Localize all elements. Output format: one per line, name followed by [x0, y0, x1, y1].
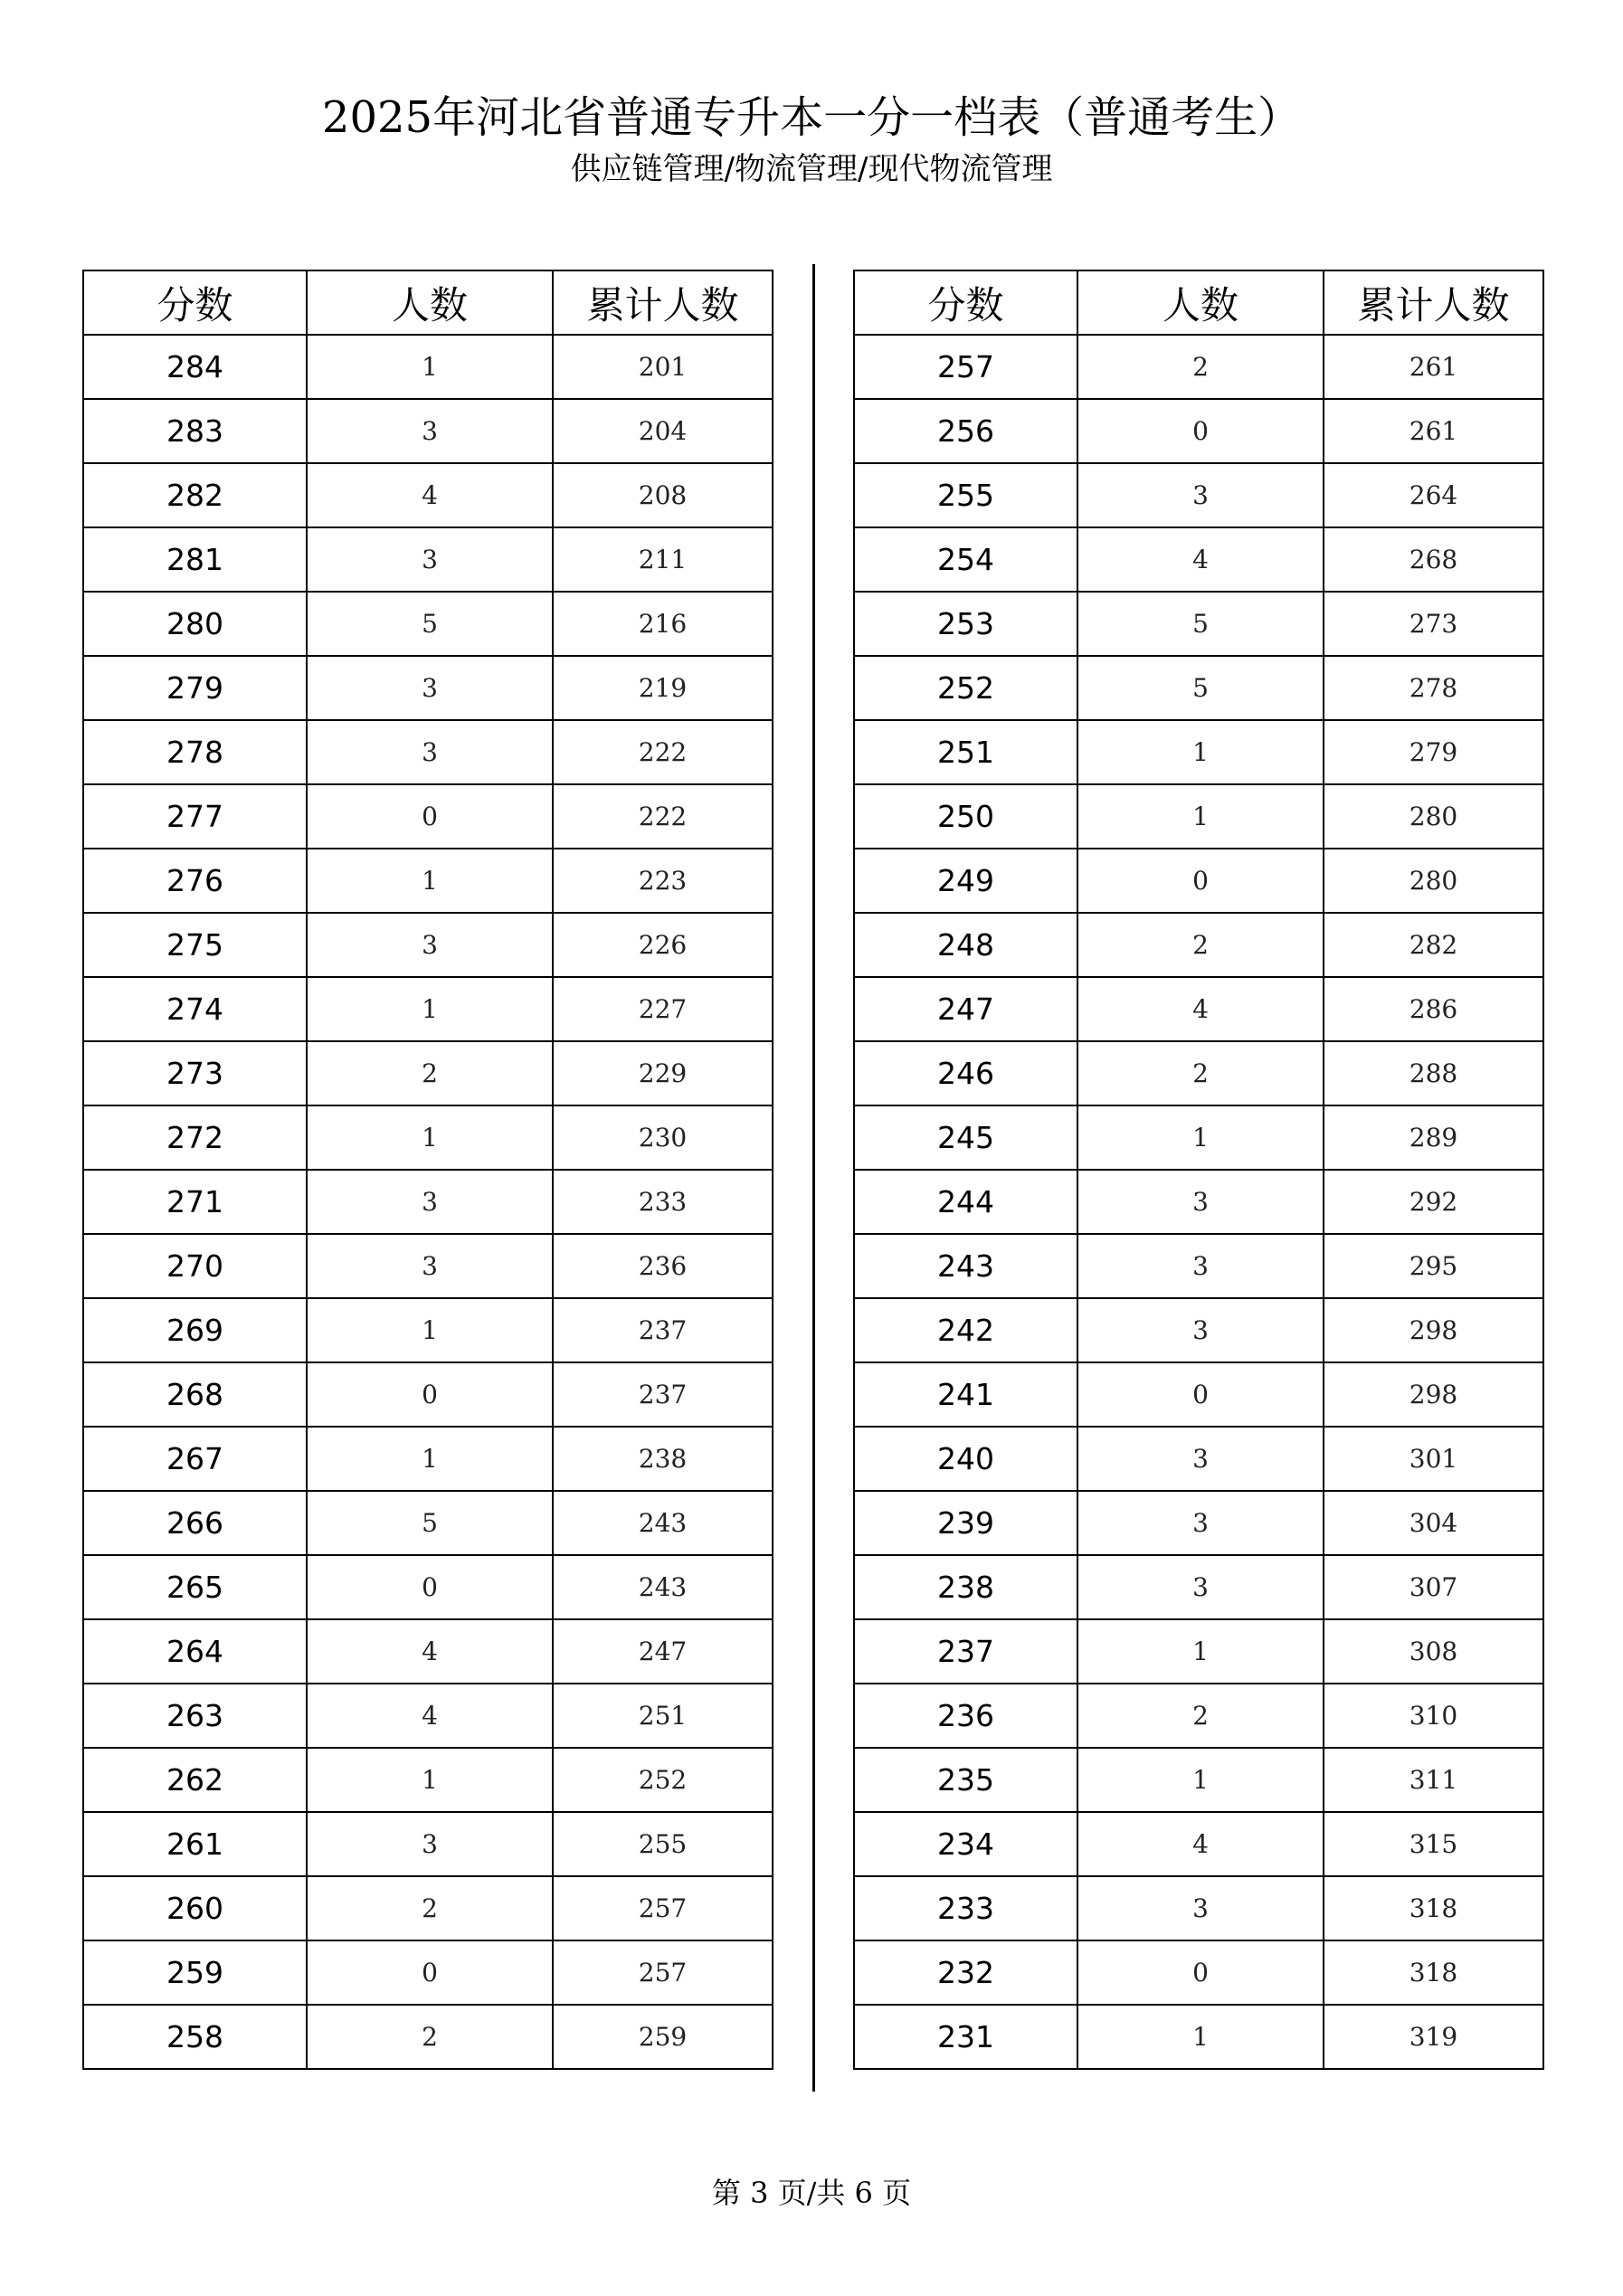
count-cell: 4 [1077, 1812, 1324, 1876]
count-cell: 1 [1077, 2005, 1324, 2069]
score-cell: 245 [854, 1105, 1077, 1170]
score-cell: 231 [854, 2005, 1077, 2069]
score-cell: 258 [83, 2005, 307, 2069]
count-cell: 1 [1077, 1619, 1324, 1684]
score-cell: 248 [854, 913, 1077, 977]
cumulative-cell: 298 [1324, 1298, 1543, 1362]
score-cell: 268 [83, 1362, 307, 1427]
cumulative-cell: 219 [553, 656, 773, 720]
cumulative-cell: 289 [1324, 1105, 1543, 1170]
table-row [854, 463, 1543, 527]
table-row [854, 1491, 1543, 1555]
score-cell: 284 [83, 335, 307, 399]
table-row [83, 1940, 773, 2005]
count-cell: 3 [1077, 1298, 1324, 1362]
table-row [83, 1684, 773, 1748]
count-cell: 3 [307, 656, 553, 720]
cumulative-cell: 243 [553, 1491, 773, 1555]
score-cell: 237 [854, 1619, 1077, 1684]
count-cell: 3 [1077, 1427, 1324, 1491]
header-score: 分数 [83, 270, 307, 335]
count-cell: 2 [1077, 335, 1324, 399]
table-row [854, 1555, 1543, 1619]
score-cell: 250 [854, 784, 1077, 849]
count-cell: 3 [307, 720, 553, 784]
cumulative-cell: 261 [1324, 335, 1543, 399]
count-cell: 1 [307, 1298, 553, 1362]
score-cell: 232 [854, 1940, 1077, 2005]
score-cell: 266 [83, 1491, 307, 1555]
score-cell: 277 [83, 784, 307, 849]
table-row [854, 1427, 1543, 1491]
count-cell: 1 [1077, 784, 1324, 849]
table-row [854, 784, 1543, 849]
score-cell: 281 [83, 527, 307, 592]
score-table-right [853, 270, 1544, 2070]
cumulative-cell: 288 [1324, 1041, 1543, 1105]
table-row [854, 592, 1543, 656]
table-row [83, 1748, 773, 1812]
score-cell: 257 [854, 335, 1077, 399]
count-cell: 4 [307, 1684, 553, 1748]
cumulative-cell: 282 [1324, 913, 1543, 977]
table-row [83, 1555, 773, 1619]
cumulative-cell: 208 [553, 463, 773, 527]
count-cell: 3 [307, 913, 553, 977]
table-row [83, 399, 773, 463]
count-cell: 2 [1077, 913, 1324, 977]
score-cell: 247 [854, 977, 1077, 1041]
cumulative-cell: 273 [1324, 592, 1543, 656]
table-row [854, 977, 1543, 1041]
score-cell: 255 [854, 463, 1077, 527]
count-cell: 4 [307, 463, 553, 527]
cumulative-cell: 264 [1324, 463, 1543, 527]
table-header-row [83, 270, 773, 335]
count-cell: 1 [307, 977, 553, 1041]
table-row [854, 1876, 1543, 1940]
table-row [854, 1619, 1543, 1684]
count-cell: 4 [307, 1619, 553, 1684]
table-row [83, 913, 773, 977]
table-row [83, 2005, 773, 2069]
cumulative-cell: 261 [1324, 399, 1543, 463]
table-row [83, 656, 773, 720]
column-divider [812, 264, 815, 2092]
cumulative-cell: 286 [1324, 977, 1543, 1041]
count-cell: 0 [1077, 399, 1324, 463]
score-cell: 246 [854, 1041, 1077, 1105]
score-cell: 251 [854, 720, 1077, 784]
table-body [854, 335, 1543, 2069]
cumulative-cell: 318 [1324, 1940, 1543, 2005]
score-cell: 283 [83, 399, 307, 463]
table-row [83, 849, 773, 913]
score-cell: 282 [83, 463, 307, 527]
table-row [83, 1170, 773, 1234]
cumulative-cell: 204 [553, 399, 773, 463]
count-cell: 1 [1077, 720, 1324, 784]
count-cell: 5 [307, 592, 553, 656]
table-row [854, 1170, 1543, 1234]
count-cell: 1 [307, 1105, 553, 1170]
count-cell: 3 [307, 399, 553, 463]
cumulative-cell: 216 [553, 592, 773, 656]
cumulative-cell: 298 [1324, 1362, 1543, 1427]
table-row [854, 527, 1543, 592]
table-row [83, 977, 773, 1041]
cumulative-cell: 230 [553, 1105, 773, 1170]
cumulative-cell: 257 [553, 1876, 773, 1940]
count-cell: 4 [1077, 977, 1324, 1041]
header-count: 人数 [1077, 270, 1324, 335]
table-row [83, 784, 773, 849]
score-table-left [82, 270, 774, 2070]
count-cell: 0 [1077, 1940, 1324, 2005]
cumulative-cell: 226 [553, 913, 773, 977]
table-row [854, 913, 1543, 977]
score-cell: 263 [83, 1684, 307, 1748]
cumulative-cell: 304 [1324, 1491, 1543, 1555]
score-cell: 244 [854, 1170, 1077, 1234]
count-cell: 2 [307, 1876, 553, 1940]
cumulative-cell: 278 [1324, 656, 1543, 720]
table-row [854, 1940, 1543, 2005]
score-cell: 254 [854, 527, 1077, 592]
table-row [83, 1105, 773, 1170]
count-cell: 1 [307, 1748, 553, 1812]
table-row [854, 1362, 1543, 1427]
count-cell: 3 [1077, 1491, 1324, 1555]
count-cell: 4 [1077, 527, 1324, 592]
cumulative-cell: 280 [1324, 849, 1543, 913]
count-cell: 0 [307, 1555, 553, 1619]
score-cell: 272 [83, 1105, 307, 1170]
score-cell: 271 [83, 1170, 307, 1234]
count-cell: 0 [1077, 1362, 1324, 1427]
score-cell: 260 [83, 1876, 307, 1940]
table-row [854, 399, 1543, 463]
cumulative-cell: 280 [1324, 784, 1543, 849]
count-cell: 2 [307, 1041, 553, 1105]
table-row [854, 1298, 1543, 1362]
table-row [83, 463, 773, 527]
table-row [854, 849, 1543, 913]
score-cell: 274 [83, 977, 307, 1041]
table-row [83, 1362, 773, 1427]
count-cell: 0 [307, 784, 553, 849]
count-cell: 3 [307, 1170, 553, 1234]
count-cell: 1 [307, 335, 553, 399]
cumulative-cell: 247 [553, 1619, 773, 1684]
count-cell: 0 [1077, 849, 1324, 913]
score-cell: 242 [854, 1298, 1077, 1362]
score-cell: 233 [854, 1876, 1077, 1940]
cumulative-cell: 252 [553, 1748, 773, 1812]
count-cell: 3 [1077, 1555, 1324, 1619]
cumulative-cell: 257 [553, 1940, 773, 2005]
score-cell: 280 [83, 592, 307, 656]
score-cell: 235 [854, 1748, 1077, 1812]
table-row [83, 1041, 773, 1105]
cumulative-cell: 223 [553, 849, 773, 913]
score-cell: 241 [854, 1362, 1077, 1427]
score-cell: 276 [83, 849, 307, 913]
score-cell: 259 [83, 1940, 307, 2005]
header-cumulative: 累计人数 [1324, 270, 1543, 335]
count-cell: 3 [1077, 1234, 1324, 1298]
header-cumulative: 累计人数 [553, 270, 773, 335]
score-cell: 252 [854, 656, 1077, 720]
score-cell: 249 [854, 849, 1077, 913]
cumulative-cell: 201 [553, 335, 773, 399]
table-header-row [854, 270, 1543, 335]
page-footer: 第 3 页/共 6 页 [711, 2176, 912, 2210]
count-cell: 3 [1077, 1876, 1324, 1940]
cumulative-cell: 295 [1324, 1234, 1543, 1298]
score-cell: 273 [83, 1041, 307, 1105]
cumulative-cell: 229 [553, 1041, 773, 1105]
score-cell: 267 [83, 1427, 307, 1491]
table-row [854, 1234, 1543, 1298]
score-cell: 265 [83, 1555, 307, 1619]
table-row [854, 1748, 1543, 1812]
count-cell: 5 [1077, 656, 1324, 720]
cumulative-cell: 222 [553, 720, 773, 784]
score-cell: 261 [83, 1812, 307, 1876]
cumulative-cell: 315 [1324, 1812, 1543, 1876]
table-row [854, 2005, 1543, 2069]
cumulative-cell: 233 [553, 1170, 773, 1234]
count-cell: 2 [1077, 1041, 1324, 1105]
count-cell: 1 [307, 1427, 553, 1491]
score-cell: 279 [83, 656, 307, 720]
cumulative-cell: 237 [553, 1362, 773, 1427]
score-cell: 256 [854, 399, 1077, 463]
table-row [854, 720, 1543, 784]
table-row [83, 1234, 773, 1298]
cumulative-cell: 311 [1324, 1748, 1543, 1812]
score-cell: 243 [854, 1234, 1077, 1298]
cumulative-cell: 236 [553, 1234, 773, 1298]
table-row [854, 656, 1543, 720]
header-score: 分数 [854, 270, 1077, 335]
score-cell: 269 [83, 1298, 307, 1362]
count-cell: 3 [307, 1812, 553, 1876]
count-cell: 0 [307, 1940, 553, 2005]
cumulative-cell: 238 [553, 1427, 773, 1491]
cumulative-cell: 279 [1324, 720, 1543, 784]
cumulative-cell: 243 [553, 1555, 773, 1619]
table-row [83, 720, 773, 784]
table-body [83, 335, 773, 2069]
table-row [854, 1812, 1543, 1876]
table-row [83, 1876, 773, 1940]
count-cell: 2 [1077, 1684, 1324, 1748]
count-cell: 1 [1077, 1748, 1324, 1812]
score-cell: 240 [854, 1427, 1077, 1491]
count-cell: 3 [307, 527, 553, 592]
cumulative-cell: 308 [1324, 1619, 1543, 1684]
count-cell: 3 [307, 1234, 553, 1298]
table-row [854, 1105, 1543, 1170]
count-cell: 3 [1077, 463, 1324, 527]
score-cell: 275 [83, 913, 307, 977]
cumulative-cell: 310 [1324, 1684, 1543, 1748]
count-cell: 5 [1077, 592, 1324, 656]
count-cell: 5 [307, 1491, 553, 1555]
score-cell: 253 [854, 592, 1077, 656]
count-cell: 3 [1077, 1170, 1324, 1234]
cumulative-cell: 319 [1324, 2005, 1543, 2069]
cumulative-cell: 301 [1324, 1427, 1543, 1491]
cumulative-cell: 211 [553, 527, 773, 592]
score-cell: 262 [83, 1748, 307, 1812]
table-row [83, 1298, 773, 1362]
table-row [83, 1619, 773, 1684]
cumulative-cell: 259 [553, 2005, 773, 2069]
cumulative-cell: 237 [553, 1298, 773, 1362]
cumulative-cell: 318 [1324, 1876, 1543, 1940]
table-row [83, 1491, 773, 1555]
score-cell: 236 [854, 1684, 1077, 1748]
score-cell: 239 [854, 1491, 1077, 1555]
count-cell: 0 [307, 1362, 553, 1427]
cumulative-cell: 251 [553, 1684, 773, 1748]
page-subtitle: 供应链管理/物流管理/现代物流管理 [570, 151, 1053, 187]
table-row [854, 335, 1543, 399]
cumulative-cell: 307 [1324, 1555, 1543, 1619]
count-cell: 1 [1077, 1105, 1324, 1170]
cumulative-cell: 292 [1324, 1170, 1543, 1234]
cumulative-cell: 227 [553, 977, 773, 1041]
cumulative-cell: 268 [1324, 527, 1543, 592]
table-row [83, 527, 773, 592]
table-row [83, 1427, 773, 1491]
table-row [83, 335, 773, 399]
table-row [83, 1812, 773, 1876]
score-cell: 234 [854, 1812, 1077, 1876]
table-row [83, 592, 773, 656]
score-cell: 264 [83, 1619, 307, 1684]
count-cell: 1 [307, 849, 553, 913]
cumulative-cell: 222 [553, 784, 773, 849]
table-row [854, 1041, 1543, 1105]
cumulative-cell: 255 [553, 1812, 773, 1876]
page-title: 2025年河北省普通专升本一分一档表（普通考生） [321, 92, 1302, 143]
table-row [854, 1684, 1543, 1748]
count-cell: 2 [307, 2005, 553, 2069]
score-cell: 238 [854, 1555, 1077, 1619]
score-cell: 270 [83, 1234, 307, 1298]
score-cell: 278 [83, 720, 307, 784]
header-count: 人数 [307, 270, 553, 335]
